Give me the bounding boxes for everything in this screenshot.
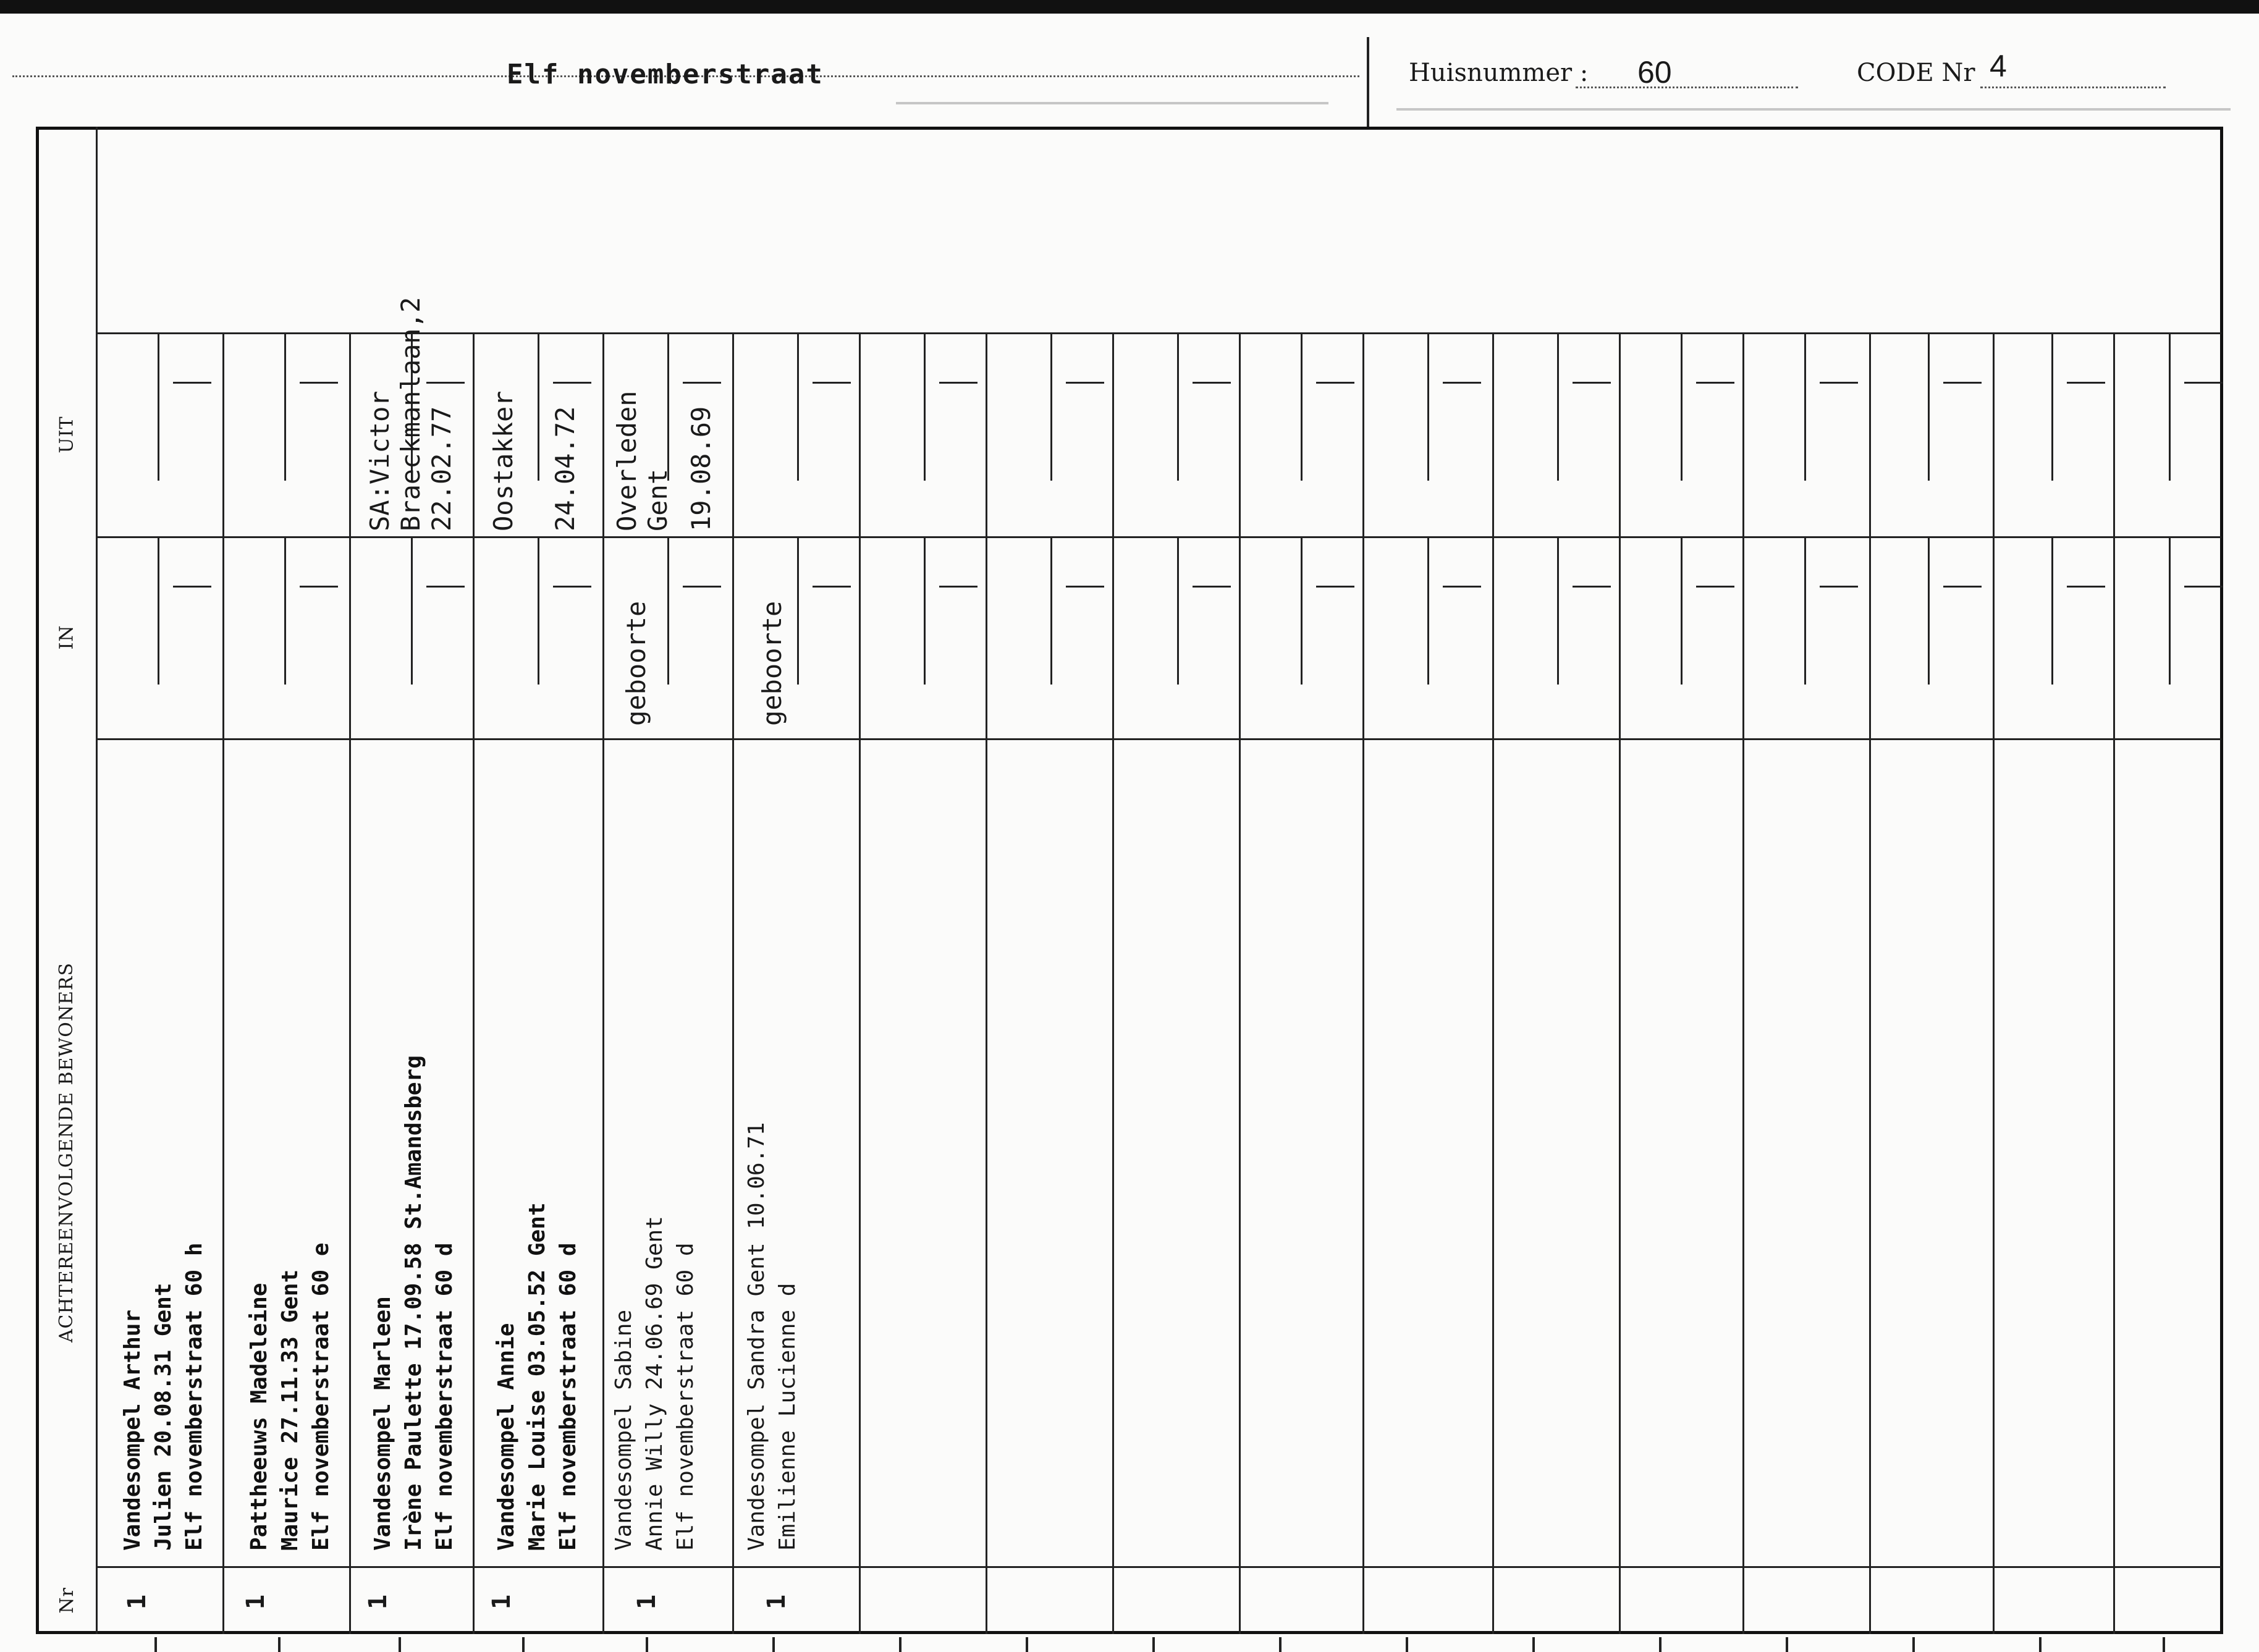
divider-residents-top: [96, 738, 2221, 740]
column-divider: [2113, 332, 2115, 1634]
resident-record-4: Vandesompel Annie Marie Louise 03.05.52 Gent Elf novemberstraat 60 d: [494, 1202, 581, 1551]
empty-entry-dash: [813, 382, 851, 384]
empty-entry-dash: [1193, 586, 1231, 588]
sub-column-divider: [1427, 332, 1429, 481]
uit-label: UIT: [56, 415, 78, 453]
bottom-tick: [1026, 1637, 1028, 1652]
empty-entry-dash: [1943, 382, 1982, 384]
resident-record-1: Vandesompel Arthur Julien 20.08.31 Gent Elf novemberstraat 60 h: [120, 1242, 207, 1551]
bottom-tick: [2039, 1637, 2042, 1652]
empty-entry-dash: [2184, 382, 2223, 384]
empty-entry-dash: [1696, 586, 1734, 588]
faint-mark: [1396, 108, 2231, 111]
empty-entry-dash: [1696, 382, 1734, 384]
resident-record-5: Vandesompel Sabine Annie Willy 24.06.69 Gent Elf novemberstraat 60 d: [611, 1216, 698, 1551]
resident-record-3: Vandesompel Marleen Irène Paulette 17.09.58 St.Amandsberg Elf novemberstraat 60 d: [370, 1055, 457, 1551]
sub-column-divider: [667, 536, 669, 685]
column-divider: [986, 332, 987, 1634]
sub-column-divider: [1804, 536, 1806, 685]
divider-nr-top: [96, 1566, 2221, 1568]
sub-column-divider: [411, 536, 413, 685]
sub-column-divider: [538, 536, 539, 685]
empty-entry-dash: [300, 586, 338, 588]
in-label: IN: [56, 625, 78, 650]
column-divider: [473, 332, 475, 1634]
sub-column-divider: [1301, 332, 1303, 481]
empty-entry-dash: [1066, 586, 1104, 588]
column-divider: [1362, 332, 1364, 1634]
bottom-tick: [278, 1637, 281, 1652]
residents-label: ACHTEREENVOLGENDE BEWONERS: [56, 962, 78, 1342]
empty-entry-dash: [1943, 586, 1982, 588]
sub-column-divider: [2051, 332, 2053, 481]
in-record-6: geboorte: [757, 601, 787, 726]
empty-entry-dash: [2067, 382, 2105, 384]
sub-column-divider: [924, 536, 926, 685]
sub-column-divider: [1557, 332, 1559, 481]
empty-entry-dash: [1066, 382, 1104, 384]
sub-column-divider: [924, 332, 926, 481]
sub-column-divider: [1050, 332, 1052, 481]
empty-entry-dash: [1443, 382, 1481, 384]
bottom-tick: [899, 1637, 901, 1652]
nr-5: 1: [633, 1594, 662, 1610]
bottom-tick: [1279, 1637, 1282, 1652]
code-dotted-line: [1980, 86, 2166, 88]
sub-column-divider: [1427, 536, 1429, 685]
divider-in-top: [96, 536, 2221, 538]
bottom-tick: [522, 1637, 525, 1652]
column-divider: [602, 332, 604, 1634]
bottom-tick: [1152, 1637, 1155, 1652]
bottom-tick: [1912, 1637, 1915, 1652]
nr-2: 1: [242, 1594, 271, 1610]
empty-entry-dash: [683, 586, 721, 588]
empty-entry-dash: [939, 382, 977, 384]
sub-column-divider: [1050, 536, 1052, 685]
nr-1: 1: [123, 1594, 152, 1610]
column-divider: [732, 332, 734, 1634]
empty-entry-dash: [683, 382, 721, 384]
street-name: Elf novemberstraat: [507, 59, 824, 90]
nr-3: 1: [364, 1594, 393, 1610]
column-divider: [1492, 332, 1494, 1634]
empty-entry-dash: [1820, 586, 1858, 588]
code-label: CODE Nr: [1857, 59, 1975, 87]
empty-entry-dash: [553, 382, 591, 384]
uit-record-5: Overleden Gent: [612, 390, 673, 531]
sub-column-divider: [284, 536, 286, 685]
uit-record-4-date: 24.04.72: [550, 406, 580, 531]
empty-entry-dash: [2184, 586, 2223, 588]
empty-entry-dash: [1316, 382, 1354, 384]
sub-column-divider: [2169, 332, 2171, 481]
empty-entry-dash: [1573, 382, 1611, 384]
uit-record-4-place: Oostakker: [488, 390, 518, 531]
column-divider: [1619, 332, 1621, 1634]
bottom-tick: [1659, 1637, 1662, 1652]
resident-record-6: Vandesompel Sandra Gent 10.06.71 Emilienne Lucienne d: [744, 1122, 800, 1551]
column-divider: [1993, 332, 1995, 1634]
uit-record-3: SA:Victor Braeckmanlaan,2 22.02.77: [365, 297, 457, 531]
sub-column-divider: [158, 332, 159, 481]
bottom-tick: [1406, 1637, 1408, 1652]
sub-column-divider: [1301, 536, 1303, 685]
sub-column-divider: [284, 332, 286, 481]
sub-column-divider: [1557, 536, 1559, 685]
sub-column-divider: [797, 536, 799, 685]
empty-entry-dash: [553, 586, 591, 588]
house-number-label: Huisnummer :: [1409, 59, 1589, 87]
nr-6: 1: [762, 1594, 792, 1610]
scan-top-edge: [0, 0, 2259, 14]
column-divider: [349, 332, 351, 1634]
house-number-value: 60: [1637, 55, 1672, 90]
empty-entry-dash: [1573, 586, 1611, 588]
bottom-tick: [1532, 1637, 1535, 1652]
nr-label: Nr: [56, 1587, 78, 1614]
bottom-tick: [646, 1637, 648, 1652]
uit-record-5-date: 19.08.69: [686, 406, 716, 531]
empty-entry-dash: [2067, 586, 2105, 588]
column-divider: [1239, 332, 1241, 1634]
column-divider: [1742, 332, 1744, 1634]
code-value: 4: [1990, 49, 2007, 83]
empty-entry-dash: [173, 382, 211, 384]
sub-column-divider: [538, 332, 539, 481]
header-divider: [1367, 37, 1369, 130]
empty-entry-dash: [1316, 586, 1354, 588]
sub-column-divider: [1177, 332, 1179, 481]
empty-entry-dash: [1193, 382, 1231, 384]
sub-column-divider: [2169, 536, 2171, 685]
house-number-dotted-line: [1576, 86, 1798, 88]
column-divider: [859, 332, 861, 1634]
sub-column-divider: [158, 536, 159, 685]
sub-column-divider: [797, 332, 799, 481]
empty-entry-dash: [1443, 586, 1481, 588]
empty-entry-dash: [813, 586, 851, 588]
in-record-5: geboorte: [621, 601, 651, 726]
resident-record-2: Pattheeuws Madeleine Maurice 27.11.33 Gent Elf novemberstraat 60 e: [247, 1242, 334, 1551]
bottom-tick: [399, 1637, 401, 1652]
empty-entry-dash: [173, 586, 211, 588]
empty-entry-dash: [1820, 382, 1858, 384]
faint-mark: [896, 102, 1328, 104]
column-divider: [1869, 332, 1871, 1634]
nr-4: 1: [488, 1594, 517, 1610]
sub-column-divider: [1928, 536, 1930, 685]
sub-column-divider: [1681, 536, 1683, 685]
column-divider: [222, 332, 224, 1634]
empty-entry-dash: [426, 586, 465, 588]
column-divider: [1112, 332, 1114, 1634]
bottom-tick: [154, 1637, 157, 1652]
empty-entry-dash: [939, 586, 977, 588]
bottom-tick: [1786, 1637, 1788, 1652]
sub-column-divider: [1804, 332, 1806, 481]
sub-column-divider: [1681, 332, 1683, 481]
sub-column-divider: [1928, 332, 1930, 481]
sub-column-divider: [1177, 536, 1179, 685]
bottom-tick: [772, 1637, 775, 1652]
empty-entry-dash: [300, 382, 338, 384]
bottom-tick: [2163, 1637, 2165, 1652]
sub-column-divider: [2051, 536, 2053, 685]
register-table: [36, 127, 2223, 1634]
